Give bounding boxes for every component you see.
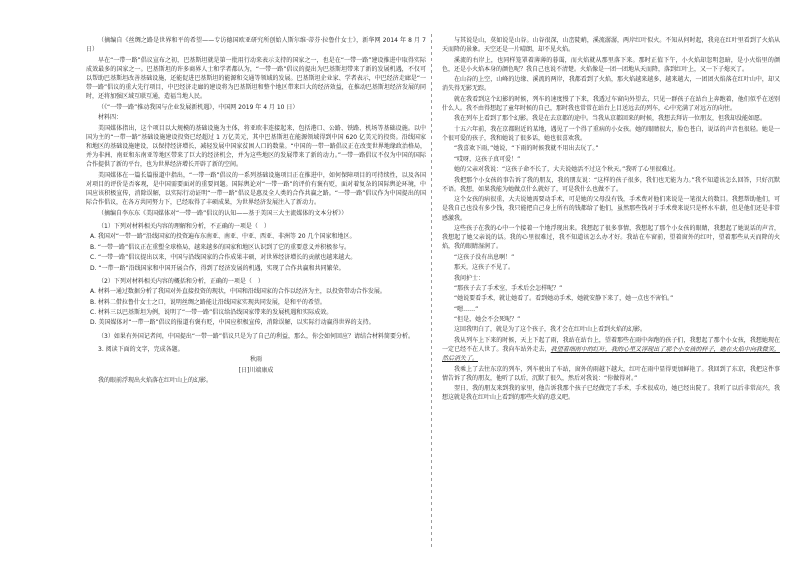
right-paragraph-14: 那天，这孩子不见了。	[454, 264, 515, 272]
left-paragraph-17: D. 美国媒体对“一带一路”倡议的报道有褒有贬，中国应积极宣传，消除误解，以实际行动赢得世界的支持。	[90, 319, 375, 327]
left-paragraph-13: （2）下列对材料相关内容的概括和分析，正确的一项是（ ）	[98, 277, 264, 285]
left-paragraph-14: A. 材料一通过数据分析了我国对外直接投资的现状，中国和沿线国家的合作以经济为主，以投资带动合作发展。	[90, 288, 386, 296]
right-paragraph-4: 就在我看到这个幻影的时候，列车的速度慢了下来，我透过车窗向外望去，只见一群孩子在站台上奔跑着，他们似乎在送别什么人。我不由得想起了童年时候的自己，那时我也常常在站台上目送远去的列车，心中充满了对远方的向往。	[442, 95, 780, 112]
left-paragraph-5: 美国媒体指出，这个项目以大规模的基础设施为主体，将亚欧非连接起来，包括港口、公路、铁路、机场等基础设施。以中国为主的“一带一路”基础设施建设投资已经超过 1 万亿美元，其中巴基斯坦在能源领域得到中国 620 亿美元的投资。沿线国家和地区的基础设施建设，以保持经济增长，减轻发展中国家贫困人口的数量。“中国的一带一路倡议正在改变世界地缘政治格局，并为非洲、南亚和东南亚等地区带来了巨大的经济机会，并为这些地区的发展带来了新的动力。”一带一路倡议不仅为中国的国际合作提供了新的平台，也为世界经济增长开辟了新的空间。	[86, 124, 426, 169]
right-paragraph-15: 我问护士：	[454, 274, 485, 282]
right-paragraph-1: 与其说是山，莫如说是山谷。山谷很深，山峦陡峭，溪流潺潺，两岸红叶似火。不知从何时起，我竟在红叶里看到了火焰从天而降的景象。天空还是一片晴朗，却不见火焰。	[442, 37, 780, 54]
right-paragraph-3: 在山谷的上空，山峰的边缘、溪流的两岸，我都看到了火焰，那火焰越来越多，越来越大，一团团火焰落在红叶山中，却又消失得无影无踪。	[442, 76, 780, 93]
left-paragraph-21: [日]川端康成	[238, 366, 274, 374]
left-paragraph-10: B. “一带一路”倡议正在重塑全球格局，越来越多的国家和地区认识到了它的重要意义并积极参与。	[90, 243, 351, 251]
right-paragraph-10: 我把那个小女孩的事告诉了我的朋友，我的朋友说：“这样的孩子很多，我们也无能为力。”我不知道该怎么回答，只好沉默不语。我想，如果我能为她做点什么就好了，可是我什么也做不了。	[442, 176, 780, 193]
right-paragraph-18: “嗯……”	[454, 305, 479, 313]
left-paragraph-15: B. 材料二借拉鲁什女士之口，说明丝绸之路能让沿线国家实现共同发展，是和平的希望。	[90, 298, 326, 306]
right-column	[442, 36, 780, 404]
left-paragraph-8: （1）下列对材料相关内容的理解和分析，不正确的一项是（ ）	[98, 222, 270, 230]
left-paragraph-12: D. “一带一路”沿线国家和中国开展合作，得到了经济发展的机遇，实现了合作共赢和共同繁荣。	[90, 264, 345, 272]
left-paragraph-20: 秋雨	[249, 356, 262, 364]
left-paragraph-1: （摘编自《丝绸之路是世界和平的希望——专访德国欧亚研究所创始人斯尔维·蒂芬·拉鲁什女士》，新华网 2014 年 8 月 7 日）	[86, 37, 426, 54]
right-paragraph-17: “她说要看手术，就让她看了。看到她动手术，她就安静下来了，她一点也不害怕。”	[454, 295, 674, 303]
right-paragraph-16: “那孩子去了手术室，手术后会怎样呢？”	[454, 284, 563, 292]
right-paragraph-7: “我喜欢下雨，”她说，“下雨的时候我就不用出去玩了。”	[454, 145, 599, 153]
right-paragraph-23: 翌日，我的朋友来到我的家里，他告诉我那个孩子已经做完了手术，手术很成功，她已经出院了。我听了以后非常高兴，我想这就是我在红叶山上看到的那些火焰的意义吧。	[442, 385, 780, 402]
left-paragraph-16: C. 材料三以巴基斯坦为例，说明了“一带一路”倡议给沿线国家带来的发展机遇和实际成效。	[90, 308, 333, 316]
right-paragraph-6: 十五六年前，我在京都附近的某地，遇见了一个得了重病的小女孩。她的眼睛很大，脸色苍白，说话的声音也很轻。她是一个很可爱的孩子，我和她说了很多话，她也很喜欢我。	[442, 125, 780, 142]
left-paragraph-4: 材料四：	[98, 114, 123, 122]
right-paragraph-12: 这些孩子在我的心中一个接着一个地浮现出来。我想起了很多事情，我想起了那个小女孩的眼睛，我想起了她说话的声音，我想起了她父亲说的话。我的心里很难过，我不知道该怎么办才好。我站在车窗前，望着窗外的红叶，望着那些从天而降的火焰，我的眼睛湿润了。	[442, 224, 780, 251]
left-paragraph-11: C. “一带一路”倡议提出以来，中国与沿线国家的合作成果丰硕，对世界经济增长的贡献也越来越大。	[90, 254, 357, 262]
left-paragraph-22: 我的眼前浮现出火焰落在红叶山上的幻影。	[98, 376, 213, 384]
left-paragraph-6: 美国媒体在一篇长篇报道中指出，“一带一路”倡议的一系列基础设施项目正在推进中，如何保障项目的可持续性，以及各国对项目的评价是否客观，是中国需要面对的重要问题。国际舆论对“一带一路”的评价有褒有贬，面对着复杂的国际舆论环境，中国应该积极宣传，消除误解，以实际行动证明“一带一路”倡议是惠及全人类的合作共赢之路。“一带一路”倡议作为中国提出的国际合作倡议，在各方共同努力下，已经取得了丰硕成果，为世界经济发展注入了新动力。	[86, 171, 426, 207]
right-paragraph-8: “哎呀，这孩子真可爱！”	[454, 155, 521, 163]
left-paragraph-7: （摘编自李东东《美国媒体对“一带一路”倡议的认知——基于美国三大主流媒体的文本分析》）	[98, 209, 348, 217]
right-paragraph-2: 溪流的右岸上，也同样笼罩着薄薄的暮霭，而火焰就从那里落下来。那时正值下午，小火焰却忽明忽暗，是小火焰里的颜色，还是小火焰本身的颜色呢？我自己也说不清楚。火焰像是一团一团地从天而降，落到红叶上，又一下子熄灭了。	[442, 56, 780, 73]
right-paragraph-9: 她的父亲对我说：“这孩子命不长了，大夫说她活不过这个秋天。”我听了心里很难过。	[454, 166, 680, 174]
right-paragraph-5: 我在列车上看到了那个幻影。我是在去京都的途中。当我从京都回来的时候，我想去拜访一位朋友，但我却没能如愿。	[454, 115, 767, 123]
column-divider	[431, 34, 432, 548]
left-paragraph-19: 3. 阅读下面的文字，完成各题。	[98, 345, 184, 353]
right-paragraph-21: 我从列车上下来的时候，天上下起了雨，我站在站台上，望着那些在雨中奔跑的孩子们，我想起了那个小女孩，我想她现在一定已经不在人世了。我向车站外走去，我望着细雨中的红叶，我的心里又浮现出了那个小女孩的样子，她在火焰中向我微笑，然后消失了。	[442, 336, 780, 363]
left-paragraph-2: 早在“一带一路”倡议宣布之初，巴基斯坦就是第一批用行动来表示支持的国家之一，也是在“一带一路”建设推进中取得实际成效最多的国家之一。巴基斯坦的许多商界人士和学者都认为，“一带一路”倡议的提出为巴基斯坦带来了新的发展机遇，不仅可以帮助巴基斯坦改善基础设施，还能促进巴基斯坦的能源和交通等领域的发展。巴基斯坦企业家、学者表示，中巴经济走廊是“一带一路”倡议的重大先行项目，中巴经济走廊的建设将为巴基斯坦和整个地区带来巨大的经济效益，在推动巴基斯坦经济发展的同时，还将加强区域互联互通，造福当地人民。	[86, 56, 426, 101]
left-paragraph-18: （3）如果有外国记者问，中国提出“一带一路”倡议只是为了自己的利益，那么，你会如何回应？请结合材料简要分析。	[98, 332, 415, 340]
left-paragraph-9: A. 我国对“一带一路”沿线国家的投资遍布东南亚、南亚、中亚、西亚、非洲等 20 几个国家和地区。	[90, 233, 356, 241]
left-paragraph-3: （《“一带一路”推动我国与企业发展新机遇》，中国网 2019 年 4 月 10 日）	[98, 103, 299, 111]
right-paragraph-22: 我乘上了去往东京的列车，列车驶出了车站，窗外的雨越下越大，红叶在雨中显得更加鲜艳了。我回到了东京，我把这件事情告诉了我的朋友，他听了以后，沉默了很久，然后对我说：“你做得对。”	[442, 365, 780, 382]
right-paragraph-11: 这个女孩的病很重，大夫说她需要动手术，可是她的父母没有钱，手术费对他们来说是一笔很大的数目。我想帮助他们，可是我自己也没有多少钱，我只能把自己身上所有的钱都给了他们，虽然那些钱对于手术费来说只是杯水车薪，但是他们还是非常感激我。	[442, 196, 780, 222]
right-paragraph-13: “这孩子没有出息啊！”	[454, 253, 515, 261]
right-paragraph-20: 这回我明白了，就是为了这个孩子，我才会在红叶山上看到火焰的幻影。	[454, 326, 647, 334]
left-column	[86, 36, 426, 386]
underlined-text: 我望着细雨中的红叶，我的心里又浮现出了那个小女孩的样子，她在火焰中向我微笑，然后消失了。	[442, 346, 780, 363]
right-paragraph-19: “但是，她会不会死呢？”	[454, 316, 521, 324]
